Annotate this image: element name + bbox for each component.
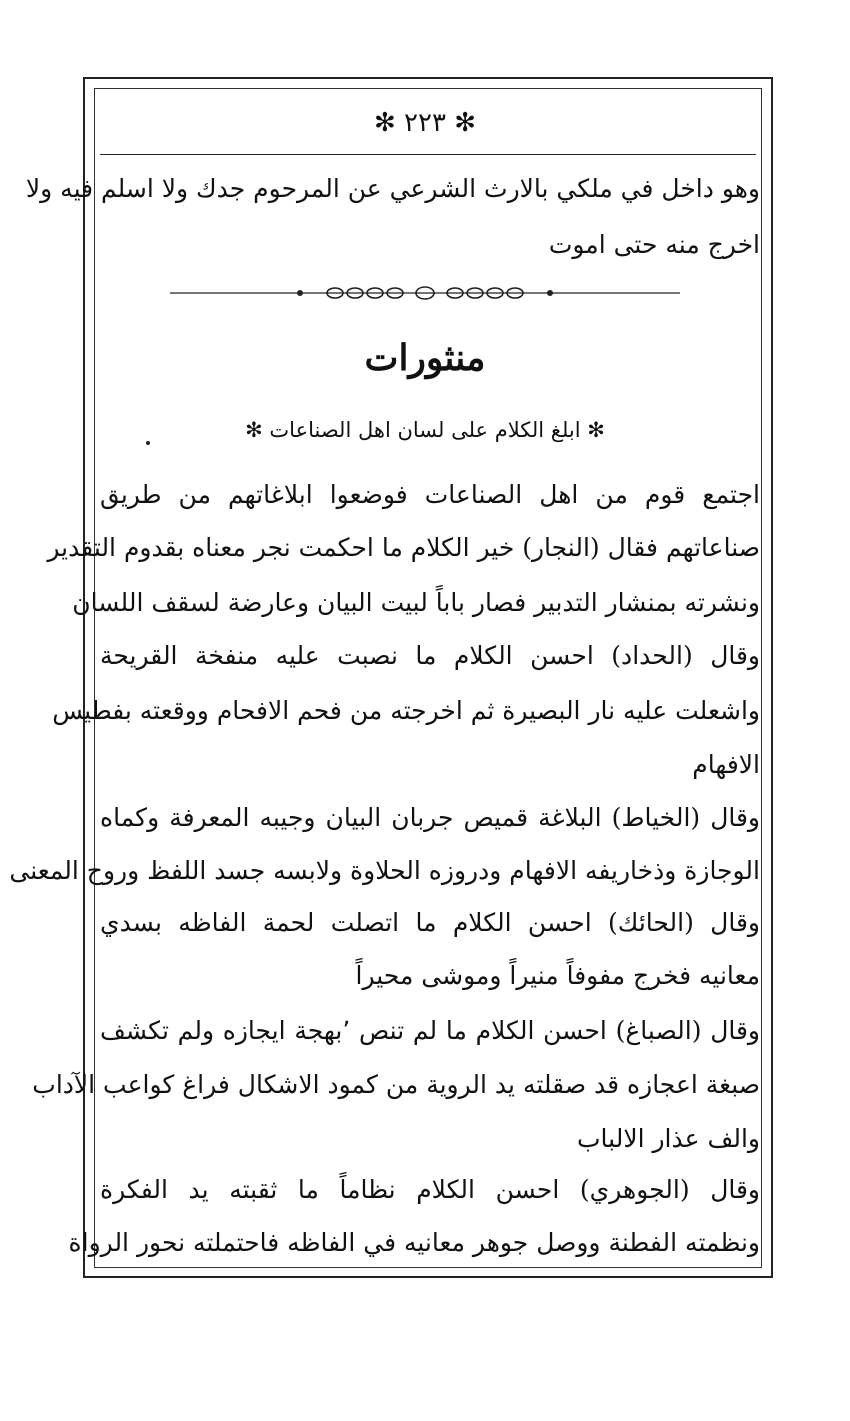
section-title: منثورات: [364, 337, 486, 379]
body-line: وقال (الخياط) البلاغة قميص جربان البيان وجيبه المعرفة وكماه: [100, 803, 760, 832]
body-line: وقال (الصباغ) احسن الكلام ما لم تنص ٬بهجة ايجازه ولم تكشف: [100, 1016, 760, 1045]
section-subtitle: ✻ ابلغ الكلام على لسان اهل الصناعات ✻: [245, 418, 605, 442]
body-line: ونظمته الفطنة ووصل جوهر معانيه في الفاظه فاحتملته نحور الرواة: [68, 1228, 760, 1257]
body-line: اجتمع قوم من اهل الصناعات فوضعوا ابلاغاتهم من طريق: [100, 480, 760, 509]
body-line: صناعاتهم فقال (النجار) خير الكلام ما احكمت نجر معناه بقدوم التقدير: [47, 533, 760, 562]
body-line: وقال (الجوهري) احسن الكلام نظاماً ما ثقبته يد الفكرة: [100, 1175, 760, 1204]
body-line: واشعلت عليه نار البصيرة ثم اخرجته من فحم الافحام ووقعته بفطيس: [52, 696, 760, 725]
body-line: وقال (الحائك) احسن الكلام ما اتصلت لحمة الفاظه بسدي: [100, 908, 760, 937]
body-line: وقال (الحداد) احسن الكلام ما نصبت عليه منفخة القريحة: [100, 641, 760, 670]
continuation-line: وهو داخل في ملكي بالارث الشرعي عن المرحوم جدك ولا اسلم فيه ولا: [25, 174, 760, 203]
body-line: معانيه فخرج مفوفاً منيراً وموشى محيراً: [355, 961, 760, 990]
header-rule: [100, 154, 756, 155]
body-line: صبغة اعجازه قد صقلته يد الروية من كمود الاشكال فراغ كواعب الآداب: [32, 1070, 760, 1099]
body-line: والف عذار الالباب: [577, 1124, 760, 1153]
ornamental-divider: [170, 283, 680, 303]
body-line: ونشرته بمنشار التدبير فصار باباً لبيت البيان وعارضة لسقف اللسان: [72, 588, 760, 617]
body-line: الافهام: [692, 750, 760, 779]
ink-speck: [146, 441, 150, 445]
body-line: الوجازة وذخاريفه الافهام ودروزه الحلاوة ولابسه جسد اللفظ وروح المعنى: [9, 856, 760, 885]
page-number: ✻ ٢٢٣ ✻: [373, 108, 477, 138]
continuation-line: اخرج منه حتى اموت: [548, 230, 760, 259]
